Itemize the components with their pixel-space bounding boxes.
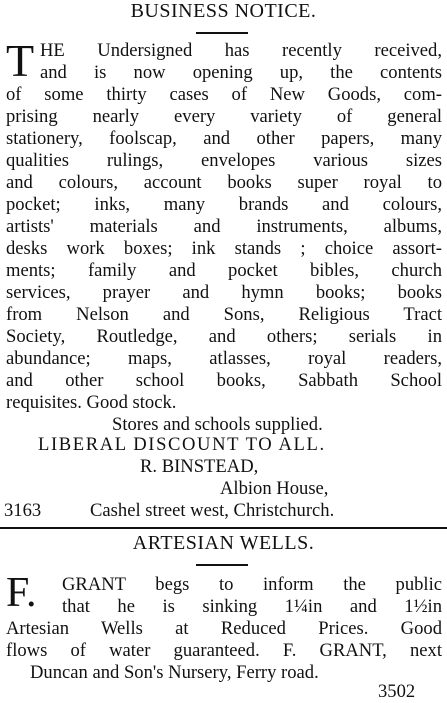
notice1-line-8: pocket; inks, many brands and colours, xyxy=(6,194,442,215)
artesian-wells-heading: ARTESIAN WELLS. xyxy=(132,532,315,554)
notice1-line-5: stationery, foolscap, and other papers, many xyxy=(6,128,442,149)
ad-number-3163: 3163 xyxy=(4,500,42,521)
stores-supplied: Stores and schools supplied. xyxy=(112,414,323,435)
discount-line: LIBERAL DISCOUNT TO ALL. xyxy=(38,434,326,455)
notice1-line-4: prising nearly every variety of general xyxy=(6,106,442,127)
notice2-line-5: Duncan and Son's Nursery, Ferry road. xyxy=(30,662,319,683)
notice1-line-16: and other school books, Sabbath School xyxy=(6,370,442,391)
binstead-name: R. BINSTEAD, xyxy=(140,456,259,477)
notice1-line-1: HE Undersigned has recently received, xyxy=(40,40,442,61)
ad-number-3502: 3502 xyxy=(378,681,416,702)
notice1-line-14: Society, Routledge, and others; serials in xyxy=(6,326,442,347)
notice1-line-11: ments; family and pocket bibles, church xyxy=(6,260,442,281)
notice1-line-2: and is now opening up, the contents xyxy=(40,62,442,83)
notice2-line-3: Artesian Wells at Reduced Prices. Good xyxy=(6,618,442,639)
section-divider xyxy=(0,527,447,529)
heading-rule xyxy=(196,32,248,34)
notice2-line-4: flows of water guaranteed. F. GRANT, next xyxy=(6,640,442,661)
notice1-line-9: artists' materials and instruments, albums, xyxy=(6,216,442,237)
notice2-line-2: that he is sinking 1¼in and 1½in xyxy=(62,596,442,617)
business-notice-heading: BUSINESS NOTICE. xyxy=(130,0,317,22)
notice1-line-7: and colours, account books super royal to xyxy=(6,172,442,193)
notice1-line-13: from Nelson and Sons, Religious Tract xyxy=(6,304,442,325)
notice1-line-15: abundance; maps, atlasses, royal readers, xyxy=(6,348,442,369)
albion-house: Albion House, xyxy=(220,478,329,499)
drop-cap-f: F. xyxy=(6,570,37,616)
notice1-line-12: services, prayer and hymn books; books xyxy=(6,282,442,303)
heading-rule-2 xyxy=(196,564,248,566)
notice1-line-17: requisites. Good stock. xyxy=(6,392,177,413)
drop-cap-t: T xyxy=(6,35,35,86)
notice1-line-6: qualities rulings, envelopes various sizes xyxy=(6,150,442,171)
cashel-street-address: Cashel street west, Christchurch. xyxy=(90,500,335,521)
notice1-line-3: of some thirty cases of New Goods, com- xyxy=(6,84,442,105)
notice1-line-10: desks work boxes; ink stands ; choice assort- xyxy=(6,238,442,259)
notice2-line-1: GRANT begs to inform the public xyxy=(62,574,442,595)
